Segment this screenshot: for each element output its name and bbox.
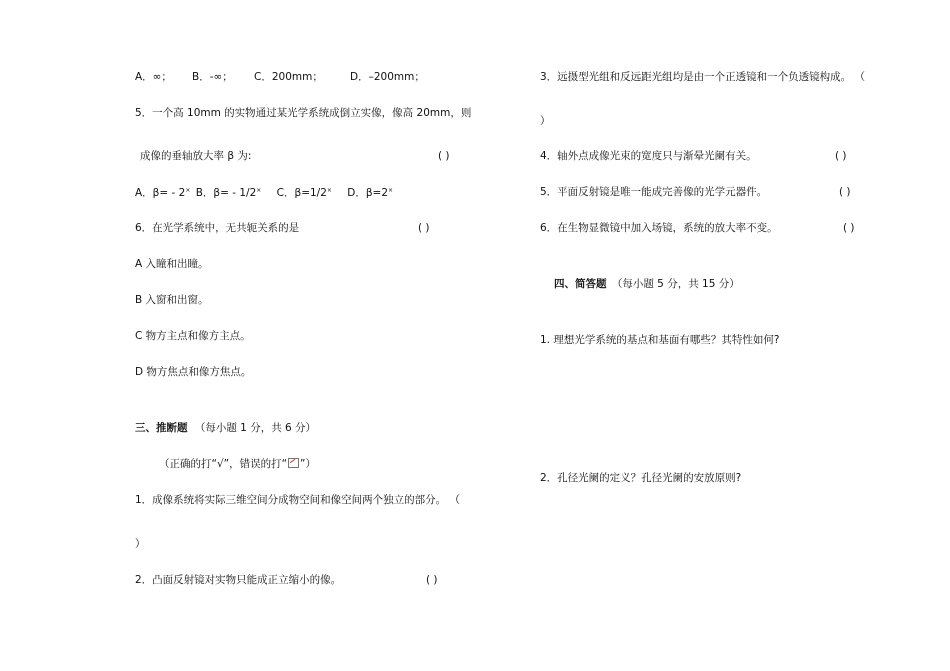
judge-2-answer-paren: ( )	[426, 574, 438, 586]
short-answer-1: 1. 理想光学系统的基点和基面有哪些？其特性如何?	[540, 334, 780, 346]
q6-option-c: C 物方主点和像方主点。	[135, 330, 251, 342]
q6-answer-paren: ( )	[418, 222, 430, 234]
section-4-title: 四、简答题	[554, 278, 607, 290]
q5-option-b: B．β= - 1/2×	[195, 187, 262, 199]
q5-options	[135, 184, 393, 200]
q4-options	[135, 70, 425, 84]
judge-5-answer-paren: ( )	[839, 186, 851, 198]
judge-1-close: ）	[135, 538, 146, 550]
short-answer-2: 2．孔径光阑的定义？孔径光阑的安放原则?	[540, 472, 742, 484]
section-3-title: 三、推断题	[135, 422, 188, 434]
q5-text: 5．一个高 10mm 的实物通过某光学系统成倒立实像，像高 20mm，则	[135, 107, 472, 119]
section-4-note: （每小题 5 分，共 15 分）	[611, 278, 740, 290]
section-3-note: （每小题 1 分，共 6 分）	[194, 422, 317, 434]
q5-option-d: D．β=2×	[347, 187, 394, 199]
judge-5-text: 5．平面反射镜是唯一能成完善像的光学元器件。	[540, 186, 768, 198]
q6-option-a: A 入瞳和出瞳。	[135, 258, 209, 270]
section-3-instruction: （正确的打“√”，错误的打“ ”）	[159, 458, 316, 470]
q4-option-d: D．–200mm；	[350, 71, 425, 83]
q5-option-a: A．β= - 2×	[135, 187, 191, 199]
q6-option-b: B 入窗和出窗。	[135, 294, 209, 306]
judge-3-text: 3．远摄型光组和反远距光组均是由一个正透镜和一个负透镜构成。 （	[540, 71, 866, 83]
judge-1-text: 1．成像系统将实际三维空间分成物空间和像空间两个独立的部分。 （	[135, 494, 461, 506]
q5-answer-paren: ( )	[438, 150, 450, 162]
judge-6-text: 6．在生物显微镜中加入场镜，系统的放大率不变。	[540, 222, 778, 234]
q5-text-2: 成像的垂轴放大率 β 为:	[140, 150, 252, 162]
q4-option-c: C．200mm；	[254, 71, 323, 83]
q4-option-b: B．-∞；	[192, 71, 233, 83]
q6-option-d: D 物方焦点和像方焦点。	[135, 366, 252, 378]
judge-4-answer-paren: ( )	[835, 150, 847, 162]
section-4-heading	[554, 277, 740, 291]
judge-2-text: 2．凸面反射镜对实物只能成正立缩小的像。	[135, 574, 342, 586]
q6-text: 6．在光学系统中，无共轭关系的是	[135, 222, 300, 234]
judge-4-text: 4．轴外点成像光束的宽度只与渐晕光阑有关。	[540, 150, 757, 162]
q5-option-c: C．β=1/2×	[276, 187, 332, 199]
wrong-mark-icon	[288, 458, 299, 468]
judge-3-close: ）	[540, 115, 551, 127]
q4-option-a: A．∞；	[135, 71, 172, 83]
section-3-heading	[135, 421, 316, 435]
judge-6-answer-paren: ( )	[843, 222, 855, 234]
